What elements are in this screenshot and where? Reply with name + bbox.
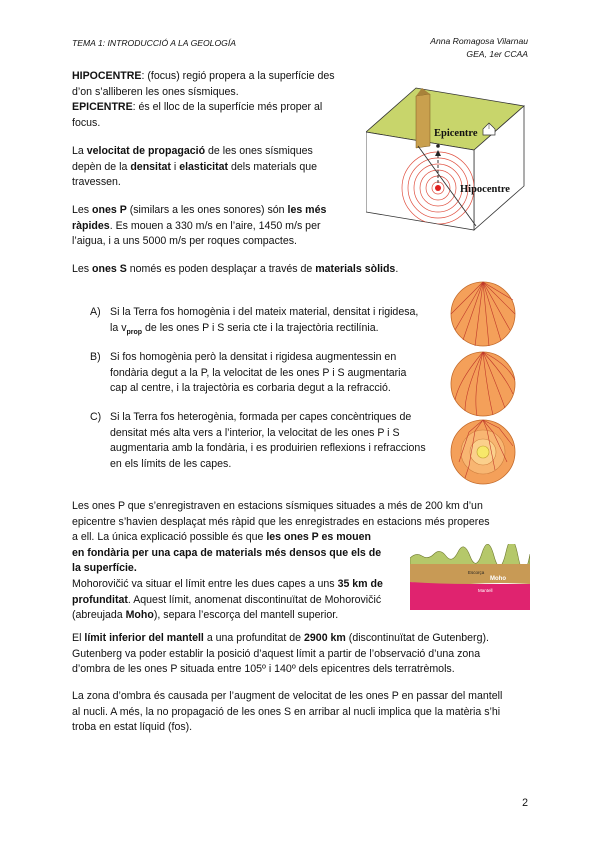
vel-bold: densitat	[130, 160, 171, 173]
list-text: en els límits de les capes.	[110, 457, 232, 470]
moho-bold: la superfície.	[72, 562, 137, 575]
onesp-bold: ones P	[92, 204, 127, 216]
list-text: Si la Terra fos homogènia i del mateix material, densitat i rigidesa,	[110, 306, 419, 318]
header-author-block	[430, 35, 528, 61]
list-text: augmentaria amb la fondària, i es produirien reflexions i refraccions	[110, 442, 426, 455]
epicentre-term: EPICENTRE	[72, 101, 133, 114]
vel-text: travessen.	[72, 176, 121, 189]
oness-text: Les	[72, 263, 93, 275]
list-label: B)	[90, 351, 101, 363]
moho-bold: 35 km de	[337, 577, 383, 590]
list-text: cap al centre, i la trajectòria es corbaria degut a la refracció.	[110, 382, 391, 395]
list-item	[90, 350, 435, 397]
moho-text: . Aquest límit, anomenat discontinuïtat de Mohorovičić	[127, 593, 382, 606]
gut-text: Gutenberg va poder establir la posició d’aquest límit a partir de l’observació d’una zona	[72, 647, 481, 660]
gut-text: d’ombra de les ones P situada entre 105º i 140º dels epicentres dels terratrèmols.	[72, 663, 455, 676]
epicentre-text-1: : és el lloc de la superfície més proper al	[132, 101, 323, 114]
header-title: TEMA 1: INTRODUCCIÓ A LA GEOLOGÍA	[72, 38, 236, 48]
escorca-label: Escorça	[468, 570, 485, 575]
moho-label: Moho	[490, 576, 506, 582]
list-text: la v	[110, 321, 127, 334]
gut-text: (discontinuïtat de Gutenberg).	[345, 632, 489, 644]
vel-text: depèn de la	[72, 160, 131, 173]
vel-text: i	[170, 160, 180, 173]
list-subscript: prop	[126, 328, 143, 336]
earth-homogeneous-diagram	[449, 280, 517, 348]
oness-text: .	[395, 263, 399, 275]
moho-text: ), separa l’escorça del mantell superior.	[153, 609, 339, 622]
list-label: C)	[90, 411, 102, 423]
epicentre-label: Epicentre	[434, 128, 478, 139]
ombra-text: troba en estat líquid (fos).	[72, 721, 193, 734]
moho-bold: en fondària per una capa de materials més densos que els de	[72, 546, 382, 559]
moho-text: Les ones P que s’enregistraven en estacions sísmiques situades a més de 200 km d’un	[72, 500, 483, 512]
gut-text: a una profunditat de	[203, 632, 305, 644]
epicentre-text-2: focus.	[72, 116, 101, 129]
moho-text: epicentre s’havien desplaçat més ràpid que les enregistrades en estacions més properes	[72, 515, 490, 528]
list-text: Si la Terra fos heterogènia, formada per capes concèntriques de	[110, 411, 412, 423]
onesp-text: Les	[72, 204, 93, 216]
oness-text: només es poden desplaçar a través de	[126, 263, 316, 275]
moho-bold: profunditat	[72, 593, 128, 606]
velocitat-paragraph	[72, 144, 317, 191]
gutenberg-paragraph	[72, 631, 532, 678]
moho-bold: les ones P es mouen	[266, 531, 371, 544]
moho-text: Mohorovičić va situar el límit entre les dues capes a uns	[72, 577, 338, 590]
gut-bold: 2900 km	[304, 632, 346, 644]
hipocentre-def	[72, 69, 335, 131]
ombra-text: La zona d’ombra és causada per l’augment de velocitat de les ones P en passar del mantell	[72, 690, 503, 702]
earthquake-block-diagram	[366, 84, 530, 234]
vel-text: de les ones sísmiques	[205, 145, 313, 157]
oness-bold: materials sòlids	[315, 263, 396, 275]
vel-text: La	[72, 145, 87, 157]
hipocentre-term: HIPOCENTRE	[72, 70, 142, 82]
list-text: Si fos homogènia però la densitat i rigidesa augmentessin en	[110, 351, 397, 363]
ombra-paragraph	[72, 689, 532, 736]
onesp-bold: les més	[287, 204, 327, 216]
page-number: 2	[522, 797, 528, 809]
moho-bold: Moho	[125, 609, 154, 622]
moho-crosssection-diagram	[410, 544, 530, 610]
vel-text: dels materials que	[228, 160, 317, 173]
onesp-text: (similars a les ones sonores) són	[126, 204, 288, 216]
list-text: densitat més alta vers a l’interior, la velocitat de les ones P i S	[110, 426, 400, 439]
vel-bold: elasticitat	[179, 160, 229, 173]
oness-bold: ones S	[92, 263, 127, 275]
hipocentre-label: Hipocentre	[460, 184, 510, 195]
moho-text: (abreujada	[72, 609, 126, 622]
hipocentre-text-1: : (focus) regió propera a la superfície des	[141, 70, 335, 82]
moho-text: a ell. La única explicació possible és que	[72, 531, 267, 544]
header-author: Anna Romagosa Vilarnau	[430, 36, 528, 46]
earth-layered-diagram	[449, 418, 517, 486]
gut-text: El	[72, 632, 85, 644]
ombra-text: al nucli. A més, la no propagació de les ones S en arribar al nucli implica que la matèria s’hi	[72, 705, 501, 718]
list-label: A)	[90, 306, 101, 318]
ones-s-paragraph	[72, 262, 398, 278]
list-text: fondària degut a la P, la velocitat de les ones P i S augmentaria	[110, 366, 407, 379]
list-item	[90, 305, 435, 340]
list-text: de les ones P i S seria cte i la trajectòria rectilínia.	[142, 321, 379, 334]
onesp-text: l’aigua, i a uns 5000 m/s per roques compactes.	[72, 235, 297, 248]
hipocentre-text-2: d’on s’alliberen les ones sísmiques.	[72, 85, 239, 98]
list-item	[90, 410, 435, 472]
vel-bold: velocitat de propagació	[86, 145, 206, 157]
earth-gradient-diagram	[449, 350, 517, 418]
header-course: GEA, 1er CCAA	[466, 49, 528, 59]
gut-bold: límit inferior del mantell	[84, 632, 204, 644]
ones-p-paragraph	[72, 203, 326, 250]
mantell-label: Mantell	[478, 588, 493, 593]
onesp-text: . Es mouen a 330 m/s en l’aire, 1450 m/s per	[109, 219, 321, 232]
onesp-bold: ràpides	[72, 219, 110, 232]
